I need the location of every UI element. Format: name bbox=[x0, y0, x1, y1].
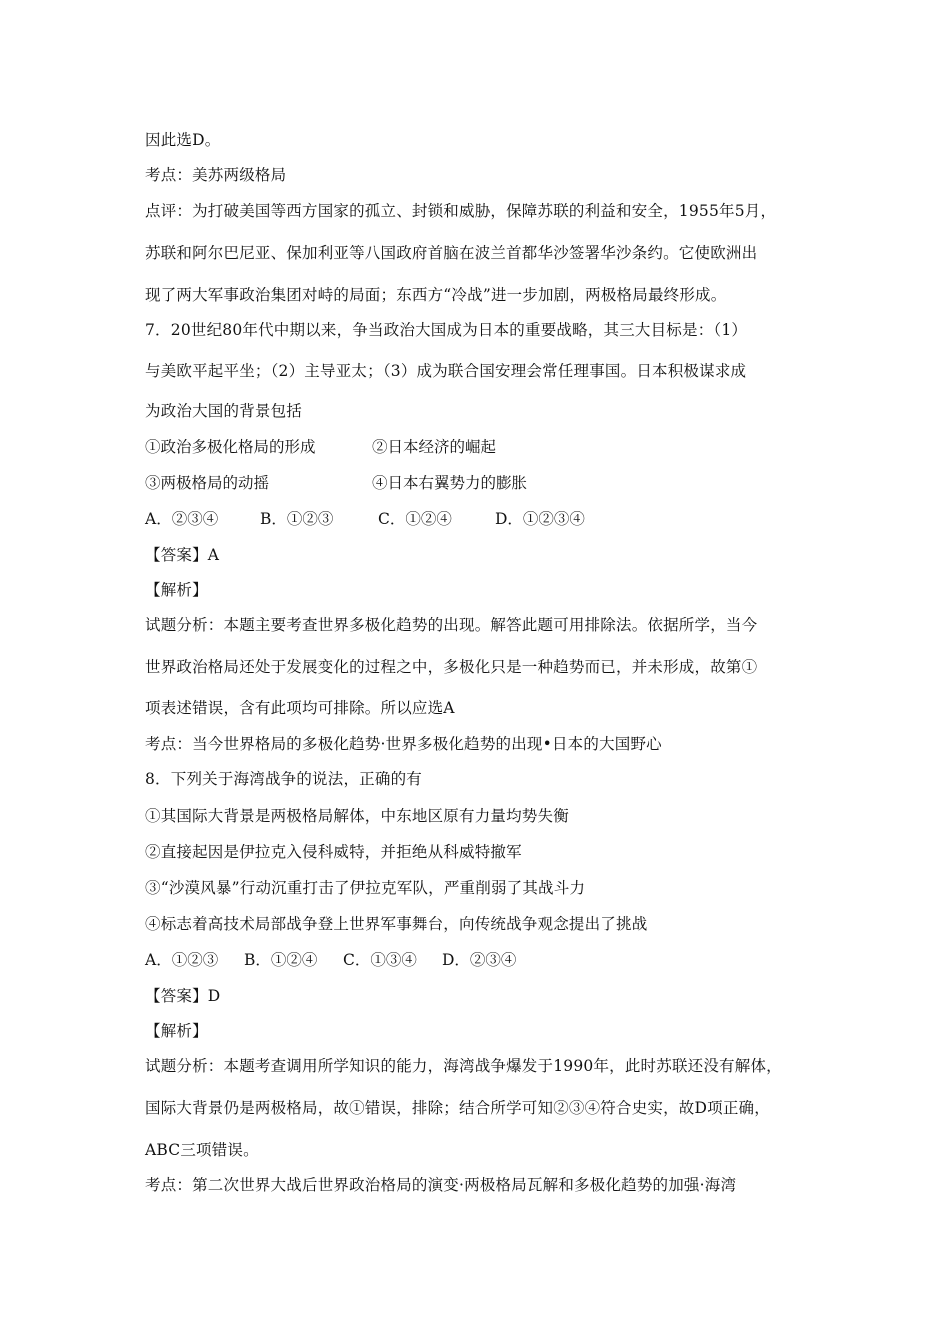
q8-option-c: C．①③④ bbox=[343, 951, 417, 969]
q7-analysis-heading: 【解析】 bbox=[145, 581, 208, 599]
q8-item-3: ③“沙漠风暴”行动沉重打击了伊拉克军队，严重削弱了其战斗力 bbox=[145, 879, 586, 897]
q8-stem: 8．下列关于海湾战争的说法，正确的有 bbox=[145, 770, 422, 788]
q7-option-d: D．①②③④ bbox=[495, 510, 585, 528]
q7-stem-line-3: 为政治大国的背景包括 bbox=[145, 402, 303, 420]
q7-option-a: A．②③④ bbox=[145, 510, 219, 528]
q7-item-1: ①政治多极化格局的形成 bbox=[145, 438, 316, 456]
q7-item-3: ③两极格局的动摇 bbox=[145, 474, 270, 492]
q7-item-2: ②日本经济的崛起 bbox=[372, 438, 497, 456]
q6-dianping-line-1: 点评：为打破美国等西方国家的孤立、封锁和威胁，保障苏联的利益和安全，1955年5月， bbox=[145, 202, 777, 220]
q8-analysis-line-2: 国际大背景仍是两极格局，故①错误，排除；结合所学可知②③④符合史实，故D项正确， bbox=[145, 1099, 770, 1117]
q7-answer: 【答案】A bbox=[145, 546, 220, 564]
q8-item-2: ②直接起因是伊拉克入侵科威特，并拒绝从科威特撤军 bbox=[145, 843, 522, 861]
q7-option-c: C．①②④ bbox=[378, 510, 452, 528]
q8-analysis-line-3: ABC三项错误。 bbox=[145, 1141, 259, 1159]
q8-option-a: A．①②③ bbox=[145, 951, 219, 969]
q6-dianping-line-3: 现了两大军事政治集团对峙的局面；东西方“冷战”进一步加剧，两极格局最终形成。 bbox=[145, 286, 727, 304]
q7-option-b: B．①②③ bbox=[260, 510, 334, 528]
q8-analysis-line-1: 试题分析：本题考查调用所学知识的能力，海湾战争爆发于1990年，此时苏联还没有解体， bbox=[145, 1057, 782, 1075]
q6-conclusion: 因此选D。 bbox=[145, 131, 221, 149]
q7-item-4: ④日本右翼势力的膨胀 bbox=[372, 474, 528, 492]
q7-stem-line-1: 7．20世纪80年代中期以来，争当政治大国成为日本的重要战略，其三大目标是：（1） bbox=[145, 321, 748, 339]
q7-analysis-line-2: 世界政治格局还处于发展变化的过程之中，多极化只是一种趋势而已，并未形成，故第① bbox=[145, 658, 758, 676]
q8-answer: 【答案】D bbox=[145, 987, 221, 1005]
q7-kaodian: 考点：当今世界格局的多极化趋势·世界多极化趋势的出现•日本的大国野心 bbox=[145, 735, 662, 753]
q7-stem-line-2: 与美欧平起平坐；（2）主导亚太；（3）成为联合国安理会常任理事国。日本积极谋求成 bbox=[145, 362, 747, 380]
q8-item-1: ①其国际大背景是两极格局解体，中东地区原有力量均势失衡 bbox=[145, 807, 569, 825]
q8-kaodian: 考点：第二次世界大战后世界政治格局的演变·两极格局瓦解和多极化趋势的加强·海湾 bbox=[145, 1176, 737, 1194]
q6-kaodian: 考点：美苏两级格局 bbox=[145, 166, 287, 184]
q8-option-b: B．①②④ bbox=[244, 951, 318, 969]
q8-analysis-heading: 【解析】 bbox=[145, 1022, 208, 1040]
q7-analysis-line-1: 试题分析：本题主要考查世界多极化趋势的出现。解答此题可用排除法。依据所学，当今 bbox=[145, 616, 758, 634]
q7-analysis-line-3: 项表述错误，含有此项均可排除。所以应选A bbox=[145, 699, 455, 717]
q8-item-4: ④标志着高技术局部战争登上世界军事舞台，向传统战争观念提出了挑战 bbox=[145, 915, 648, 933]
q8-option-d: D．②③④ bbox=[442, 951, 517, 969]
q6-dianping-line-2: 苏联和阿尔巴尼亚、保加利亚等八国政府首脑在波兰首都华沙签署华沙条约。它使欧洲出 bbox=[145, 244, 758, 262]
